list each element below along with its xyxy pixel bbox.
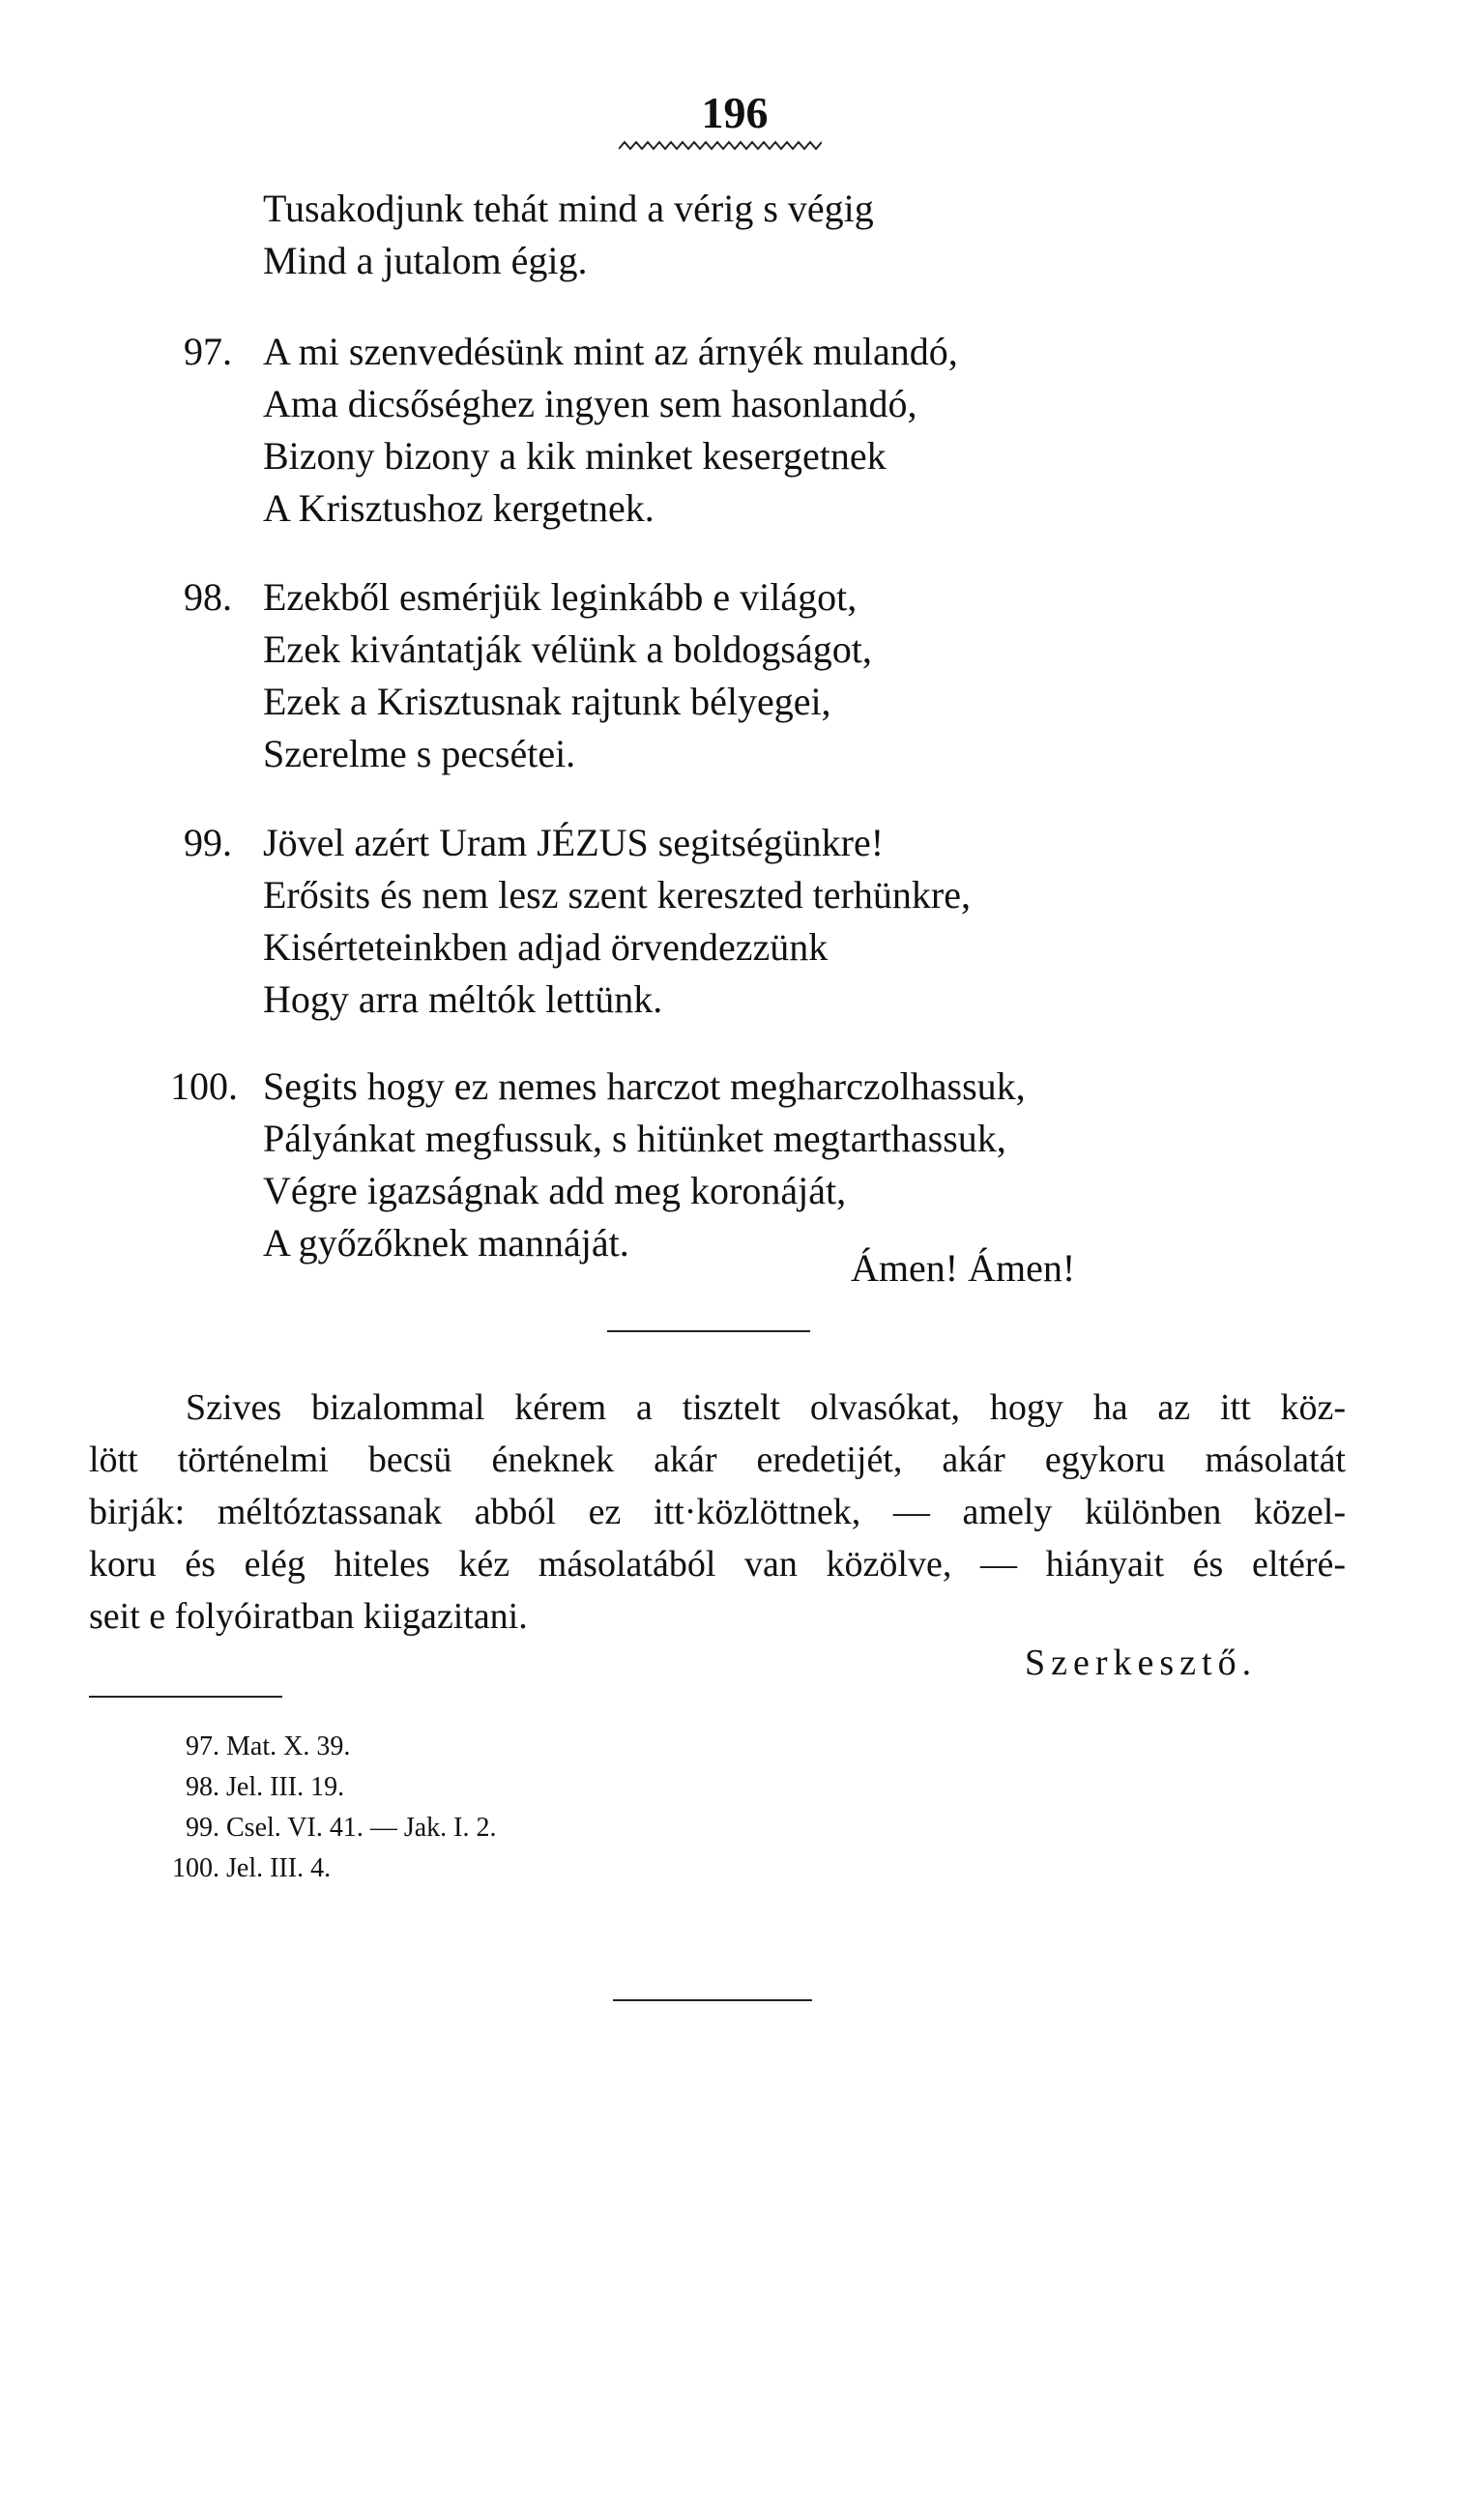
verse-line: Jövel azért Uram JÉZUS segitségünkre! xyxy=(263,821,885,864)
notice-line: Szives bizalommal kérem a tisztelt olvasókat, hogy ha az itt köz- xyxy=(186,1387,1346,1428)
editor-signature: Szerkesztő. xyxy=(1025,1643,1258,1683)
verse-number: 100. xyxy=(170,1064,238,1108)
verse-number: 97. xyxy=(184,330,232,373)
verse-line: Bizony bizony a kik minket kesergetnek xyxy=(263,434,887,478)
verse-number: 98. xyxy=(184,575,232,619)
notice-line: birják: méltóztassanak abból ez itt·közlöttnek, — amely különben közel- xyxy=(89,1492,1346,1532)
verse-line: Segits hogy ez nemes harczot megharczolhassuk, xyxy=(263,1064,1026,1108)
verse-line: Ama dicsőséghez ingyen sem hasonlandó, xyxy=(263,382,917,425)
verse-line: A mi szenvedésünk mint az árnyék mulandó, xyxy=(263,330,958,373)
verse-line: Ezek kivántatják vélünk a boldogságot, xyxy=(263,627,872,671)
verse-line: Hogy arra méltók lettünk. xyxy=(263,977,663,1021)
footnote: 99. Csel. VI. 41. — Jak. I. 2. xyxy=(186,1813,497,1843)
footnote-divider xyxy=(89,1696,282,1698)
footnote: 100. Jel. III. 4. xyxy=(172,1853,332,1883)
verse-line: Kisérteteinkben adjad örvendezzünk xyxy=(263,925,829,969)
notice-line: seit e folyóiratban kiigazitani. xyxy=(89,1596,528,1637)
verse-line: Ezekből esmérjük leginkább e világot, xyxy=(263,575,858,619)
verse-number: 99. xyxy=(184,821,232,864)
intro-line: Tusakodjunk tehát mind a vérig s végig xyxy=(263,187,874,230)
verse-line: Szerelme s pecsétei. xyxy=(263,732,576,775)
page-number: 196 xyxy=(701,88,769,137)
verse-line: Erősits és nem lesz szent kereszted terhünkre, xyxy=(263,873,971,916)
amen-line: Ámen! Ámen! xyxy=(851,1246,1076,1290)
notice-line: lött történelmi becsü éneknek akár eredetijét, akár egykoru másolatát xyxy=(89,1440,1346,1480)
verse-line: Pályánkat megfussuk, s hitünket megtarthassuk, xyxy=(263,1117,1006,1160)
section-divider xyxy=(607,1330,810,1332)
bottom-divider xyxy=(613,1999,812,2001)
verse-line: A Krisztushoz kergetnek. xyxy=(263,486,655,530)
intro-line: Mind a jutalom égig. xyxy=(263,239,588,282)
footnote: 98. Jel. III. 19. xyxy=(186,1772,345,1802)
notice-line: koru és elég hiteles kéz másolatából van közölve, — hiányait és eltéré- xyxy=(89,1544,1346,1585)
ornament-rule xyxy=(619,139,822,153)
verse-line: Végre igazságnak add meg koronáját, xyxy=(263,1169,847,1212)
verse-line: A győzőknek mannáját. xyxy=(263,1221,629,1265)
verse-line: Ezek a Krisztusnak rajtunk bélyegei, xyxy=(263,680,831,723)
footnote: 97. Mat. X. 39. xyxy=(186,1731,351,1761)
